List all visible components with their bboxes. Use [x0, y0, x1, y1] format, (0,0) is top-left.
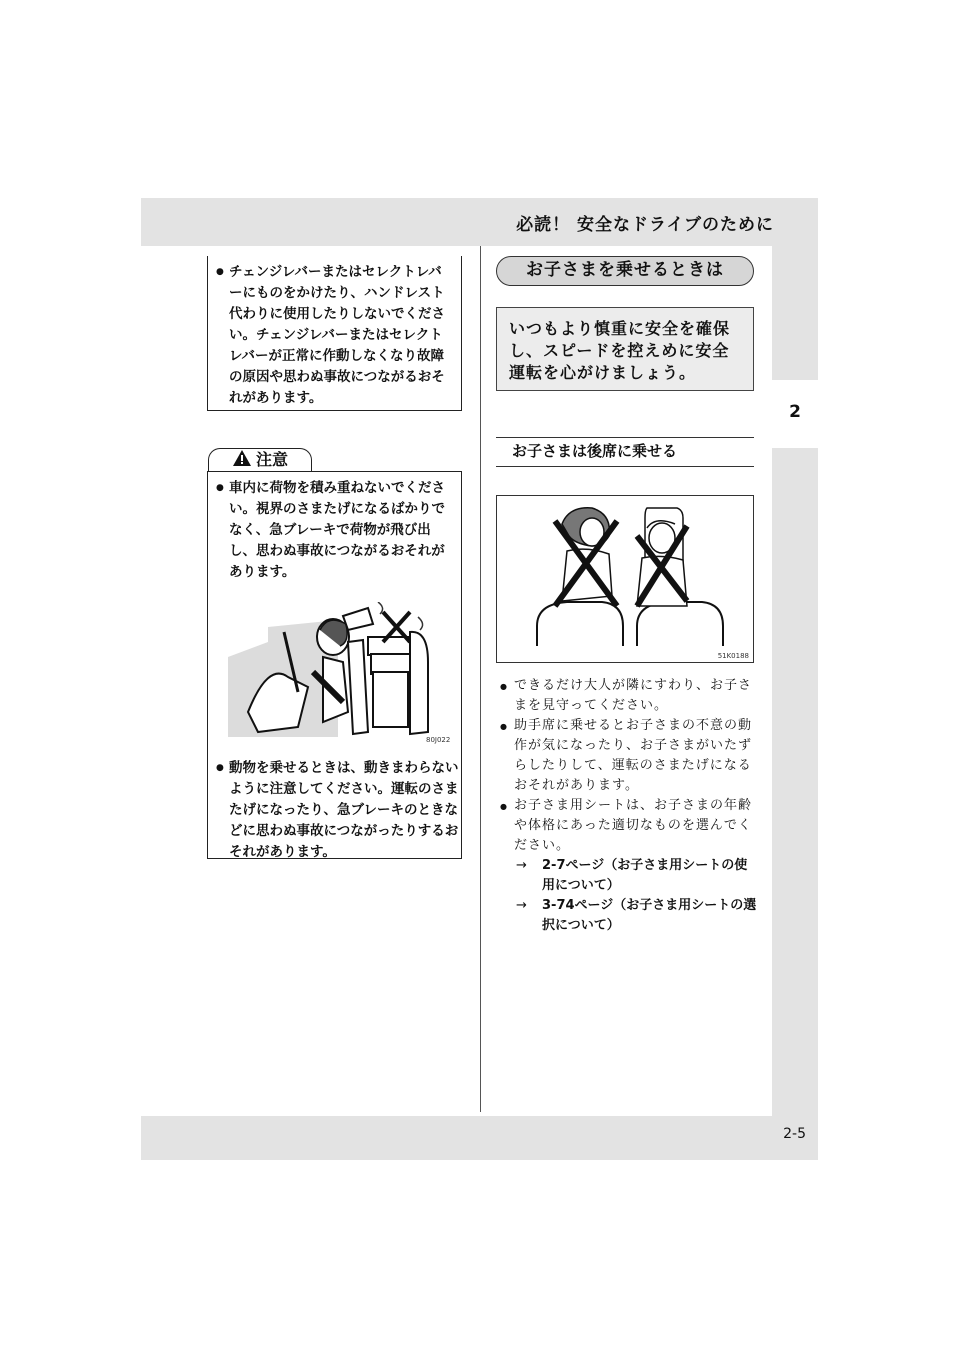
column-divider [480, 246, 481, 1112]
caution-label: 注意 [255, 450, 288, 469]
reference-text: 3-74ページ（お子さま用シートの選択について） [542, 898, 757, 933]
chapter-number: 2 [789, 402, 801, 422]
highlight-box: いつもより慎重に安全を確保し、スピードを控えめに安全運転を心がけましょう。 [496, 307, 754, 391]
bullet-animals: ● 動物を乗せるときは、動きまわらないように注意してください。運転のさまたげになったり、急ブレーキのときなどに思わぬ事故につながったりするおそれがあります。 [216, 758, 466, 863]
cross-reference[interactable] [500, 856, 758, 896]
figure-code: 51K0188 [717, 652, 749, 660]
section-title: 必読！ 安全なドライブのために [516, 215, 774, 235]
warning-box-continued [207, 256, 462, 411]
list-item: ● できるだけ大人が隣にすわり、お子さまを見守ってください。 [500, 676, 758, 716]
list-item: ● お子さま用シートは、お子さまの年齢や体格にあった適切なものを選んでください。 [500, 796, 758, 856]
caution-tab [208, 448, 312, 472]
list-item: ● 助手席に乗せるとお子さまの不意の動作が気になったり、お子さまがいたずらしたりして、運転のさまたげになるおそれがあります。 [500, 716, 758, 796]
section-heading: お子さまを乗せるときは [496, 256, 754, 286]
reference-text: 2-7ページ（お子さま用シートの使用について） [542, 858, 748, 893]
body-list [500, 676, 758, 936]
bullet-change-lever: ● チェンジレバーまたはセレクトレバーにものをかけたり、ハンドレスト代わりに使用したりしないでください。チェンジレバーまたはセレクトレバーが正常に作動しなくなり故障の原因や思わぬ事故につながるおそれがあります。 [216, 262, 451, 409]
arrow-icon: → [516, 898, 527, 913]
figure-code: 80J022 [426, 736, 451, 744]
warning-triangle-icon [232, 449, 252, 471]
bullet-luggage: ● 車内に荷物を積み重ねないでください。視界のさまたげになるばかりでなく、急ブレーキで荷物が飛び出し、思わぬ事故につながるおそれがあります。 [216, 478, 451, 583]
luggage-illustration [228, 602, 444, 737]
footer-band [141, 1116, 818, 1160]
side-strip [772, 246, 818, 1116]
subheading: お子さまは後席に乗せる [496, 437, 754, 467]
child-seat-illustration [496, 495, 754, 663]
chapter-tab [772, 380, 818, 448]
arrow-icon: → [516, 858, 527, 873]
cross-reference[interactable] [500, 896, 758, 936]
header-band [141, 198, 818, 246]
caution-box [207, 471, 462, 859]
page-number: 2-5 [783, 1126, 806, 1142]
